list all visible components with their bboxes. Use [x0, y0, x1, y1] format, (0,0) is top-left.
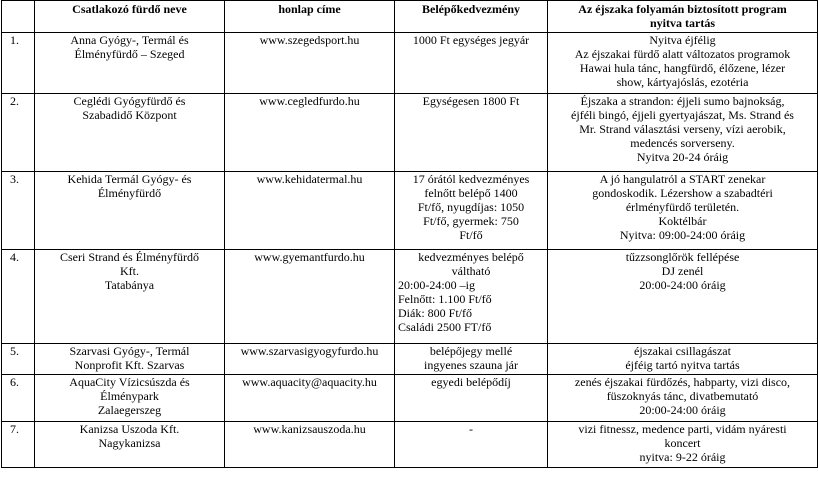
- program-line: Mr. Strand választási verseny, vízi aerobik,: [579, 122, 786, 136]
- row-number: 1.: [2, 33, 35, 94]
- spa-name-line: Ceglédi Gyógyfürdő és: [73, 94, 186, 108]
- discount-line: 20:00-24:00 –ig: [398, 278, 475, 292]
- discount-line: belépőjegy mellé: [429, 344, 513, 358]
- row-number: 5.: [2, 344, 35, 375]
- spa-name-line: Tatabánya: [104, 278, 155, 292]
- program-line: DJ zenél: [661, 264, 704, 278]
- website-cell: www.gyemantfurdo.hu: [225, 250, 395, 344]
- spa-name-line: Élményfürdő – Szeged: [74, 47, 185, 61]
- table-row: [2, 375, 818, 422]
- discount-line: -: [469, 422, 473, 436]
- discount-cell: [395, 250, 548, 344]
- program-line: tűzzsonglőrök fellépése: [625, 250, 740, 264]
- program-cell: [548, 33, 818, 94]
- program-line: gondoskodik. Lézershow a szabadtéri: [592, 186, 773, 200]
- spa-name-line: Kft.: [120, 264, 139, 278]
- discount-line: kedvezményes belépő: [418, 250, 524, 264]
- program-cell: [548, 94, 818, 172]
- table-row: [2, 344, 818, 375]
- spa-program-table: [1, 0, 818, 468]
- spa-name-line: Zalaegerszeg: [97, 403, 162, 417]
- discount-cell: [395, 33, 548, 94]
- spa-name-line: Nagykanizsa: [98, 436, 161, 450]
- discount-line: Ft/fő: [459, 228, 483, 242]
- row-number: 3.: [2, 172, 35, 250]
- spa-name-line: Anna Gyógy-, Termál és: [70, 33, 189, 47]
- row-number: 7.: [2, 422, 35, 468]
- header-program-line1: Az éjszaka folyamán biztosított program: [578, 2, 787, 16]
- program-line: éjszakai csillagászat: [634, 344, 731, 358]
- program-line: Éjszaka a strandon: éjjeli sumo bajnokság,: [580, 94, 785, 108]
- program-cell: [548, 172, 818, 250]
- website-cell: www.szegedsport.hu: [225, 33, 395, 94]
- row-number: 6.: [2, 375, 35, 422]
- header-row: [2, 1, 818, 33]
- program-line: érlményfürdő területén.: [625, 200, 740, 214]
- discount-line: 17 órától kedvezményes: [412, 172, 530, 186]
- discount-line: felnőtt belépő 1400: [424, 186, 518, 200]
- header-website: honlap címe: [225, 1, 395, 33]
- spa-name-line: Szabadidő Központ: [82, 108, 177, 122]
- table-row: [2, 94, 818, 172]
- program-line: zenés éjszakai fürdőzés, habparty, vizi disco,: [574, 375, 791, 389]
- program-line: Az éjszakai fürdő alatt változatos programok: [574, 47, 791, 61]
- row-number: 2.: [2, 94, 35, 172]
- program-line: show, kártyajóslás, ezotéria: [616, 75, 749, 89]
- program-line: Nyitva: 09:00-24:00 óráig: [619, 228, 746, 242]
- header-program-line2: nyitva tartás: [650, 16, 715, 30]
- table-row: [2, 250, 818, 344]
- program-line: Nyitva éjfélig: [649, 33, 716, 47]
- spa-name-cell: [35, 94, 225, 172]
- discount-cell: [395, 375, 548, 422]
- spa-name-cell: [35, 344, 225, 375]
- program-line: medencés sorverseny.: [630, 136, 735, 150]
- spa-name-cell: [35, 375, 225, 422]
- table-row: [2, 33, 818, 94]
- spa-name-line: Kehida Termál Gyógy- és: [67, 172, 192, 186]
- discount-cell: [395, 422, 548, 468]
- website-cell: www.kanizsauszoda.hu: [225, 422, 395, 468]
- program-cell: [548, 344, 818, 375]
- discount-line: Családi 2500 FT/fő: [398, 320, 492, 334]
- discount-line: Felnőtt: 1.100 Ft/fő: [398, 292, 492, 306]
- program-line: vizi fitnessz, medence parti, vidám nyáresti: [578, 422, 787, 436]
- website-cell: www.aquacity@aquacity.hu: [225, 375, 395, 422]
- discount-cell: [395, 94, 548, 172]
- program-line: 20:00-24:00 óráig: [639, 278, 726, 292]
- row-number: 4.: [2, 250, 35, 344]
- discount-cell: [395, 344, 548, 375]
- header-spa-name: Csatlakozó fürdő neve: [35, 1, 225, 33]
- program-line: Koktélbár: [658, 214, 707, 228]
- website-cell: www.szarvasigyogyfurdo.hu: [225, 344, 395, 375]
- spa-name-cell: [35, 33, 225, 94]
- program-line: Hawai hula tánc, hangfürdő, élőzene, lézer: [579, 61, 786, 75]
- program-cell: [548, 250, 818, 344]
- website-cell: www.cegledfurdo.hu: [225, 94, 395, 172]
- program-line: füszoknyás tánc, divatbemutató: [606, 389, 759, 403]
- discount-line: egyedi belépődíj: [431, 375, 511, 389]
- header-number: [2, 1, 35, 33]
- discount-line: ingyenes szauna jár: [424, 358, 518, 372]
- table-row: [2, 172, 818, 250]
- spa-name-cell: [35, 172, 225, 250]
- program-line: éjféli bingó, éjjeli gyertyajászat, Ms. Strand és: [571, 108, 794, 122]
- program-line: éjféig tartó nyitva tartás: [625, 358, 740, 372]
- program-cell: [548, 422, 818, 468]
- program-line: koncert: [664, 436, 701, 450]
- spa-name-line: AquaCity Víziсsúszda és: [69, 375, 190, 389]
- program-line: A jó hangulatról a START zenekar: [599, 172, 766, 186]
- discount-line: 1000 Ft egységes jegyár: [412, 33, 530, 47]
- discount-line: Ft/fő, gyermek: 750: [423, 214, 519, 228]
- program-cell: [548, 375, 818, 422]
- spa-name-cell: [35, 422, 225, 468]
- header-program: [548, 1, 818, 33]
- discount-line: Diák: 800 Ft/fő: [398, 306, 472, 320]
- spa-name-line: Kanizsa Uszoda Kft.: [79, 422, 180, 436]
- spa-name-cell: [35, 250, 225, 344]
- spa-name-line: Élménypark: [100, 389, 159, 403]
- program-line: Nyitva 20-24 óráig: [636, 150, 729, 164]
- discount-line: váltható: [451, 264, 491, 278]
- table-row: [2, 422, 818, 468]
- website-cell: www.kehidatermal.hu: [225, 172, 395, 250]
- discount-line: Ft/fő, nyugdíjas: 1050: [417, 200, 525, 214]
- spa-name-line: Szarvasi Gyógy-, Termál: [69, 344, 190, 358]
- header-discount: Belépőkedvezmény: [395, 1, 548, 33]
- discount-line: Egységesen 1800 Ft: [422, 94, 520, 108]
- program-line: nyitva: 9-22 óráig: [639, 450, 726, 464]
- spa-name-line: Élményfürdő: [97, 186, 162, 200]
- discount-cell: [395, 172, 548, 250]
- spa-name-line: Cseri Strand és Élményfürdő: [60, 250, 199, 264]
- program-line: 20:00-24:00 óráig: [639, 403, 726, 417]
- spa-name-line: Nonprofit Kft. Szarvas: [74, 358, 185, 372]
